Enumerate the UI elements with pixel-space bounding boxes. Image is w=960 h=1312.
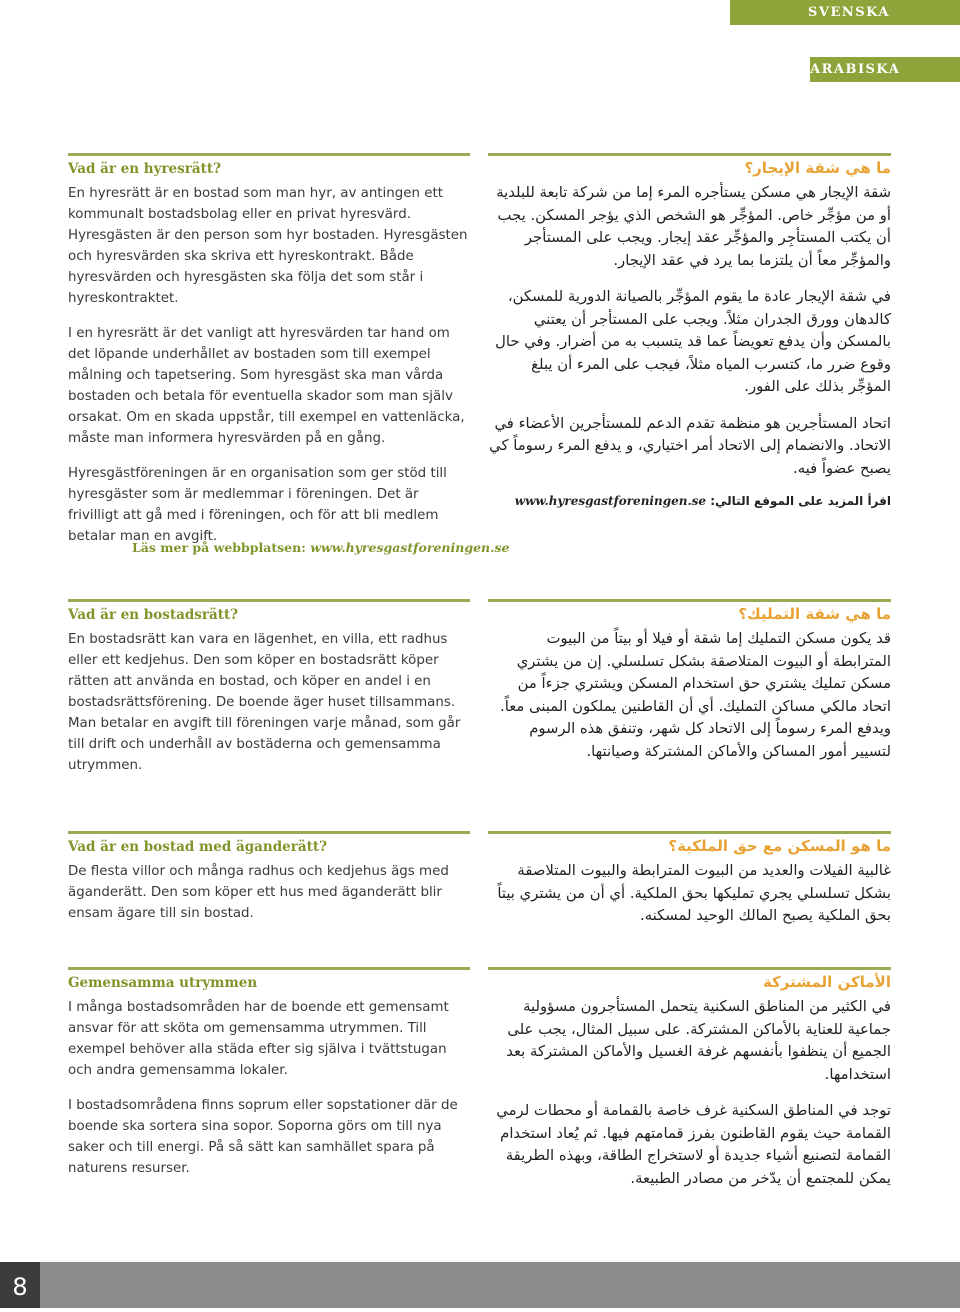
section-aganderatt-sv bbox=[68, 831, 470, 938]
paragraph: En bostadsrätt kan vara en lägenhet, en villa, ett radhus eller ett kedjehus. Den som köper en bostadsrätt köper rätten att använda en bostad, och köper en andel i en bostadsrättsförening. De boende äger huset tillsammans. Man betalar en avgift till föreningen varje månad, som går till drift och underhåll av bostäderna och gemensamma utrymmen. bbox=[68, 632, 461, 773]
section-aganderatt-ar bbox=[488, 831, 891, 942]
section-hyresratt-ar bbox=[488, 153, 891, 508]
paragraph: I en hyresrätt är det vanligt att hyresvärden tar hand om det löpande underhållet av bostaden som till exempel målning och tapetsering. Som hyresgäst ska man vårda bostaden och betala för eventuella skador som man själv orsakat. Om en skada uppstår, till exempel en vattenläcka, måste man informera hyresvärden på en gång. bbox=[68, 326, 465, 446]
paragraph: في شقة الإيجار عادة ما يقوم المؤجِّر بالصيانة الدورية للمسكن، كالدهان وورق الجدران مثلاً. ويجب على المستأجر أن يعتني بالمسكن وأن يدفع تعويضاً عما قد يتسبب به من أضرار. وفي حال وقوع ضرر ما، كتسرب المياه مثلاً، فيجب على المرء أن يبلغ المؤجِّر بذلك على الفور. bbox=[495, 288, 891, 395]
heading-aganderatt-ar: ما هو المسكن مع حق الملكية؟ bbox=[668, 837, 891, 855]
heading-gemensamma: Gemensamma utrymmen bbox=[68, 975, 258, 991]
readmore-label: Läs mer på webbplatsen: bbox=[132, 540, 306, 555]
heading-bostadsratt-ar: ما هي شقة التمليك؟ bbox=[738, 605, 891, 623]
section-bostadsratt-sv bbox=[68, 599, 470, 790]
section-bostadsratt-ar bbox=[488, 599, 891, 777]
readmore-link-ar[interactable]: www.hyresgastforeningen.se bbox=[514, 494, 707, 508]
section-hyresratt-sv bbox=[68, 153, 470, 561]
paragraph: توجد في المناطق السكنية غرف خاصة بالقمامة أو محطات لرمي القمامة حيث يقوم القاطنون بفرز قمامتهم فيها. ثم يُعاد استخدام القمامة لتصنيع أشياء جديدة أو لاستخراج الطاقة، وبهذه الطريقة يمكن للمجتمع أن يدّخر من مصادر الطبيعة. bbox=[496, 1102, 891, 1187]
readmore-line-ar bbox=[488, 494, 891, 508]
paragraph: غالبية الفيلات والعديد من البيوت المترابطة والبيوت المتلاصقة بشكل تسلسلي يجري تمليكها بحق الملكية. أي أن من يشتري بيتاً بحق الملكية يصبح المالك الوحيد لمسكنه. bbox=[497, 862, 891, 924]
heading-hyresratt: Vad är en hyresrätt? bbox=[68, 161, 221, 177]
readmore-link[interactable]: www.hyresgastforeningen.se bbox=[310, 540, 510, 555]
paragraph: شقة الإيجار هي مسكن يستأجره المرء إما من شركة تابعة للبلدية أو من مؤجِّر خاص. المؤجِّر هو الشخص الذي يؤجر المسكن. يجب أن يكتب المستأجِر والمؤجِّر عقد إيجار. ويجب على المستأجر والمؤجِّر معاً أن يلتزما بما يرد في عقد الإيجار. bbox=[496, 184, 891, 269]
section-gemensamma-ar bbox=[488, 967, 891, 1204]
language-tab-arabiska: ARABISKA bbox=[810, 57, 960, 82]
heading-bostadsratt: Vad är en bostadsrätt? bbox=[68, 607, 239, 623]
paragraph: I bostadsområdena finns soprum eller sopstationer där de boende ska sortera sina sopor. Soporna görs om till nya saker och till energi. På så sätt kan samhället spara på naturens resurser. bbox=[68, 1098, 458, 1176]
heading-hyresratt-ar: ما هي شقة الإيجار؟ bbox=[744, 159, 891, 177]
readmore-label-ar: اقرأ المزيد على الموقع التالي: bbox=[710, 494, 891, 508]
paragraph: Hyresgästföreningen är en organisation som ger stöd till hyresgäster som är medlemmar i föreningen. Det är frivilligt att gå med i föreningen, och för att bli medlem betalar man en avgift. bbox=[68, 466, 447, 544]
paragraph: اتحاد المستأجرين هو منظمة تقدم الدعم للمستأجرين الأعضاء في الاتحاد. والانضمام إلى الاتحاد أمر اختياري، و يدفع المرء رسوماً كي يصبح عضواً فيه. bbox=[489, 414, 891, 477]
paragraph: قد يكون مسكن التمليك إما شقة أو فيلا أو بيتاً من البيوت المترابطة أو البيوت المتلاصقة بشكل تسلسلي. إن من يشتري مسكن تمليك يشتري حق استخدام المسكن ويشتري جزءاً من اتحاد مالكي مساكن التمليك. أي أن القاطنين يملكون المبنى معاً. ويدفع المرء رسوماً إلى الاتحاد كل شهر، وتنفق هذه الرسوم لتسيير أمور المساكن والأماكن المشتركة وصيانتها. bbox=[500, 630, 891, 760]
readmore-line bbox=[132, 540, 509, 555]
paragraph: I många bostadsområden har de boende ett gemensamt ansvar för att sköta om gemensamma utrymmen. Till exempel behöver alla städa efter sig själva i tvättstugan och andra gemensamma lokaler. bbox=[68, 1000, 449, 1078]
heading-aganderatt: Vad är en bostad med äganderätt? bbox=[68, 839, 327, 855]
section-gemensamma-sv bbox=[68, 967, 470, 1193]
paragraph: في الكثير من المناطق السكنية يتحمل المستأجرون مسؤولية جماعية للعناية بالأماكن المشتركة. على سبيل المثال، يجب على الجميع أن ينظفوا بأنفسهم غرفة الغسيل والأماكن المشتركة بعد استخدامها. bbox=[506, 998, 891, 1083]
footer-bar bbox=[40, 1262, 960, 1308]
paragraph: De flesta villor och många radhus och kedjehus ägs med äganderätt. Den som köper ett hus med äganderätt blir ensam ägare till sin bostad. bbox=[68, 864, 449, 921]
page-number: 8 bbox=[12, 1273, 28, 1301]
heading-gemensamma-ar: الأماكن المشتركة bbox=[762, 973, 891, 991]
language-tab-svenska: SVENSKA bbox=[730, 0, 960, 25]
paragraph: En hyresrätt är en bostad som man hyr, av antingen ett kommunalt bostadsbolag eller en privat hyresvärd. Hyresgästen är den person som hyr bostaden. Hyresgästen och hyresvärden ska skriva ett hyreskontrakt. Både hyresvärden och hyresgästen ska följa det som står i hyreskontraktet. bbox=[68, 186, 468, 306]
